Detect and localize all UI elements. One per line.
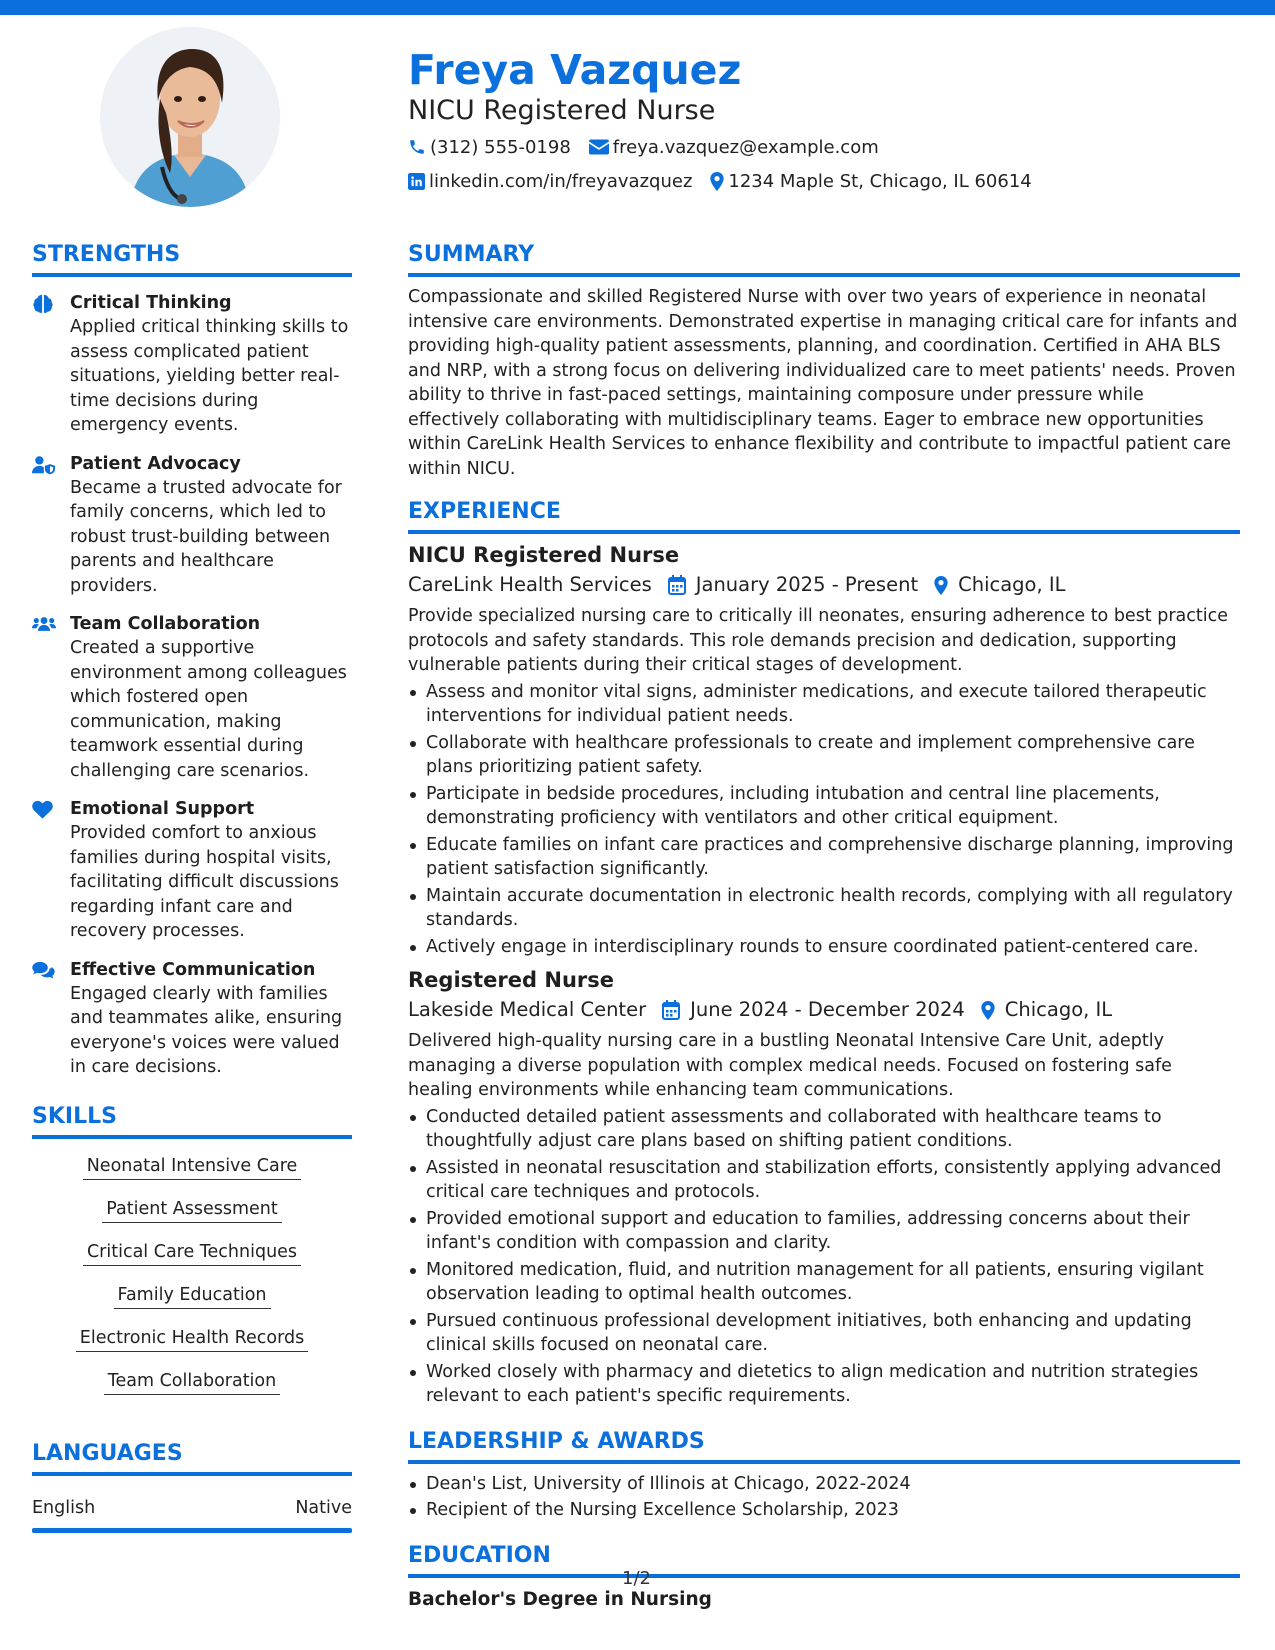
job-meta [408,570,1240,600]
phone-icon [408,138,426,156]
address-text: 1234 Maple St, Chicago, IL 60614 [728,170,1032,192]
profile-photo [100,27,280,207]
envelope-icon [589,139,609,155]
skills-rule [32,1135,352,1139]
resume-header [408,44,1248,196]
strength-desc: Created a supportive environment among colleagues which fostered open communication, making teamwork essential during challenging care scenarios. [70,638,347,781]
list-item: Assisted in neonatal resuscitation and stabilization efforts, consistently applying advanced critical care techniques and protocols. [408,1156,1240,1205]
language-level: Native [295,1497,352,1518]
job-description: Provide specialized nursing care to critically ill neonates, ensuring adherence to best practice protocols and safety standards. This role demands precision and dedication, supporting vulnerable patients during their critical stages of development. [408,606,1228,675]
email-text[interactable]: freya.vazquez@example.com [612,136,879,158]
skill-tag: Family Education [114,1282,271,1309]
skill-tag: Neonatal Intensive Care [83,1153,302,1180]
contact-row-2 [408,166,1248,196]
list-item: Maintain accurate documentation in electronic health records, complying with all regulatory standards. [408,884,1240,933]
skills-heading: SKILLS [32,1103,117,1129]
awards-list [408,1472,1240,1523]
strengths-heading: STRENGTHS [32,242,181,267]
job-company: Lakeside Medical Center [408,998,647,1021]
job-dates-text: January 2025 - Present [695,573,919,596]
job-title: NICU Registered Nurse [408,543,680,567]
strength-title: Critical Thinking [70,293,232,313]
education-rule [408,1574,1240,1578]
users-icon [32,615,56,633]
list-item: Provided emotional support and education to families, addressing concerns about their infant's condition with compassion and clarity. [408,1207,1240,1256]
linkedin-contact[interactable] [408,171,692,192]
job-bullets [408,1105,1240,1409]
user-shield-icon [32,455,56,475]
brain-icon [32,294,54,314]
job-location [934,570,1065,600]
list-item: Recipient of the Nursing Excellence Scholarship, 2023 [408,1498,1240,1523]
candidate-name: Freya Vazquez [408,46,742,94]
job-dates-text: June 2024 - December 2024 [690,998,965,1021]
strength-title: Effective Communication [70,959,316,980]
skill-tag: Critical Care Techniques [83,1239,301,1266]
phone-contact [408,137,571,158]
list-item: Dean's List, University of Illinois at Chicago, 2022-2024 [408,1472,1240,1497]
awards-rule [408,1460,1240,1464]
list-item: Worked closely with pharmacy and dietetics to align medication and nutrition strategies relevant to each patient's specific requirements. [408,1360,1240,1409]
experience-rule [408,530,1240,534]
strength-item [32,291,352,438]
list-item: Actively engage in interdisciplinary rounds to ensure coordinated patient-centered care. [408,935,1240,960]
strength-title: Patient Advocacy [70,453,241,474]
job-bullets [408,680,1240,960]
list-item: Collaborate with healthcare professionals to create and implement comprehensive care plans prioritizing patient safety. [408,731,1240,780]
calendar-icon [662,1000,680,1020]
strength-title: Team Collaboration [70,614,261,634]
page-number: 1/2 [622,1568,651,1589]
map-pin-icon [934,576,948,595]
comments-icon [32,961,55,980]
language-level-bar [32,1528,352,1533]
strength-desc: Applied critical thinking skills to assess complicated patient situations, yielding better real-time decisions during emergency events. [70,317,349,435]
summary-rule [408,273,1240,277]
list-item: Conducted detailed patient assessments and collaborated with healthcare teams to thoughtfully adjust care plans based on shifting patient conditions. [408,1105,1240,1154]
email-contact[interactable] [589,137,879,158]
phone-text: (312) 555-0198 [430,136,571,158]
job-entry [408,540,1240,959]
degree-title: Bachelor's Degree in Nursing [408,1588,712,1610]
top-accent-bar [0,0,1275,15]
heart-icon [32,800,53,819]
job-title: Registered Nurse [408,968,614,992]
list-item: Educate families on infant care practices and comprehensive discharge planning, improving patient satisfaction significantly. [408,833,1240,882]
right-column [408,240,1240,1614]
strength-item [32,958,352,1080]
languages-heading: LANGUAGES [32,1440,183,1466]
education-heading: EDUCATION [408,1542,551,1568]
experience-heading: EXPERIENCE [408,499,561,524]
contact-row-1 [408,132,1248,162]
job-location [981,995,1112,1025]
list-item: Monitored medication, fluid, and nutrition management for all patients, ensuring vigilant observation leading to optimal health outcomes. [408,1258,1240,1307]
language-name: English [32,1497,96,1518]
summary-text: Compassionate and skilled Registered Nurse with over two years of experience in neonatal intensive care environments. Demonstrated expertise in managing critical care for infants and providing high-quality patient assessments, planning, and coordination. Certified in AHA BLS and NRP, with a strong focus on delivering individualized care to meet patients' needs. Proven ability to thrive in fast-paced settings, maintaining composure under pressure while effectively collaborating with multidisciplinary teams. Eager to embrace new opportunities within CareLink Health Services to enhance flexibility and contribute to impactful patient care within NICU. [408,287,1238,479]
map-pin-icon [981,1001,995,1020]
strength-desc: Provided comfort to anxious families during hospital visits, facilitating difficult discussions regarding infant care and recovery processes. [70,823,339,941]
address-contact [710,171,1031,192]
left-column [32,240,352,1533]
skill-tag: Patient Assessment [102,1196,281,1223]
linkedin-icon [408,173,425,190]
list-item: Participate in bedside procedures, including intubation and central line placements, demonstrating proficiency with ventilators and other critical equipment. [408,782,1240,831]
languages-rule [32,1472,352,1476]
job-meta [408,995,1240,1025]
job-company: CareLink Health Services [408,573,652,596]
job-location-text: Chicago, IL [1004,998,1113,1021]
list-item: Assess and monitor vital signs, administer medications, and execute tailored therapeutic interventions for individual patient needs. [408,680,1240,729]
skill-tag: Electronic Health Records [76,1325,308,1352]
language-row [32,1498,352,1518]
strength-item [32,452,352,599]
linkedin-text[interactable]: linkedin.com/in/freyavazquez [429,170,693,192]
strength-item [32,612,352,783]
profile-photo-image [100,27,280,207]
list-item: Pursued continuous professional development initiatives, both enhancing and updating clinical skills focused on neonatal care. [408,1309,1240,1358]
strengths-rule [32,273,352,277]
strength-desc: Became a trusted advocate for family concerns, which led to robust trust-building between parents and healthcare providers. [70,477,342,596]
strength-item [32,797,352,944]
job-description: Delivered high-quality nursing care in a bustling Neonatal Intensive Care Unit, adeptly managing a diverse population with complex medical needs. Focused on fostering safe healing environments while enhancing team communications. [408,1031,1172,1100]
strength-desc: Engaged clearly with families and teammates alike, ensuring everyone's voices were valued in care decisions. [70,983,343,1077]
map-pin-icon [710,172,724,191]
calendar-icon [668,575,686,595]
job-dates [662,995,965,1025]
strength-title: Emotional Support [70,799,255,819]
job-location-text: Chicago, IL [958,573,1066,596]
awards-heading: LEADERSHIP & AWARDS [408,1428,705,1454]
skills-list [32,1153,352,1411]
job-entry [408,965,1240,1409]
candidate-title: NICU Registered Nurse [408,95,716,126]
job-dates [668,570,918,600]
skill-tag: Team Collaboration [104,1368,280,1395]
summary-heading: SUMMARY [408,242,535,267]
